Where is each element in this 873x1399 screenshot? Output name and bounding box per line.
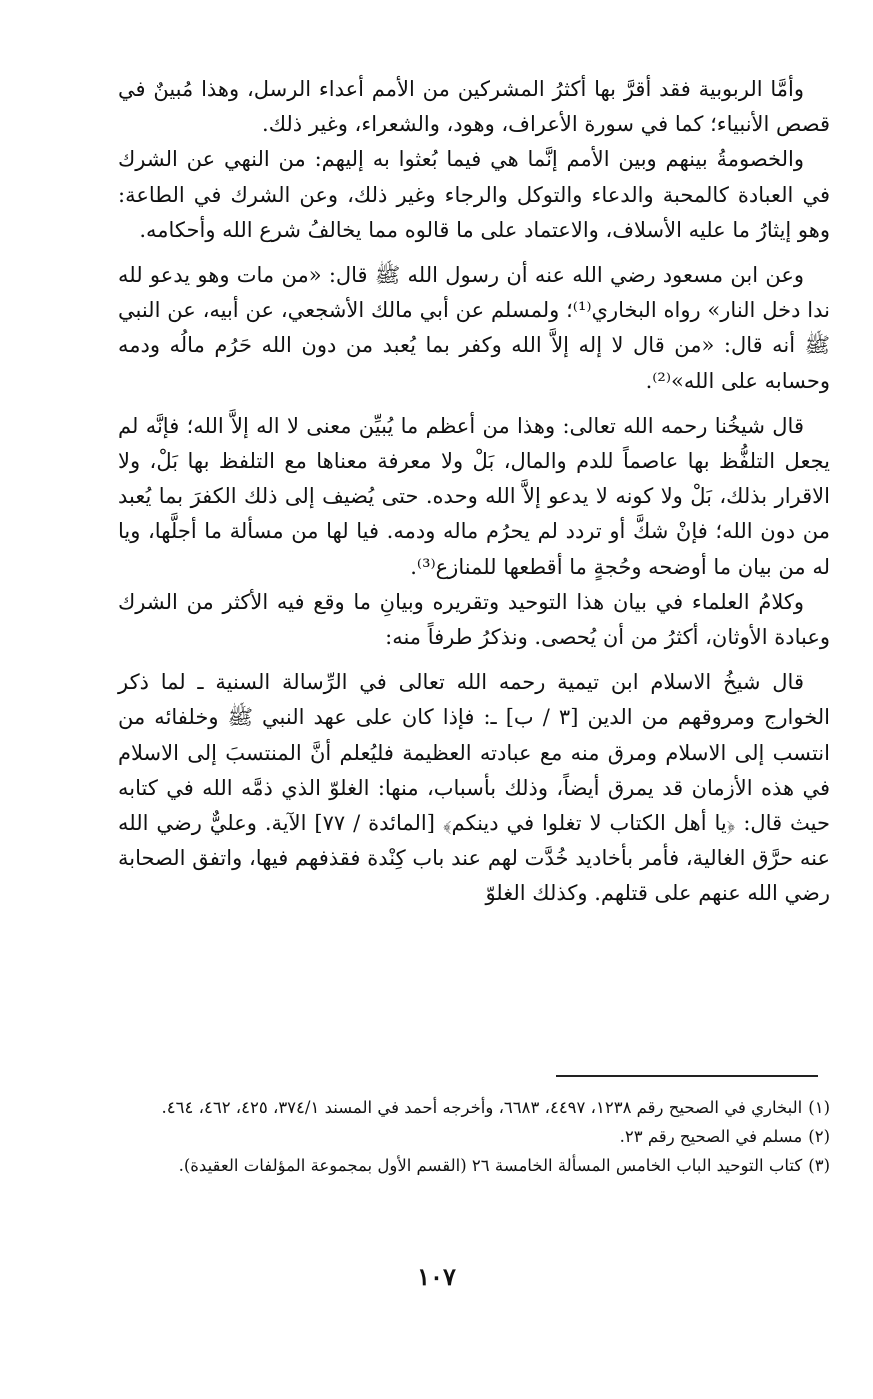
paragraph-shaykh-commentary: قال شيخُنا رحمه الله تعالى: وهذا من أعظم ما يُبيِّن معنى لا اله إلاَّ الله؛ فإنَّه لم يجعل التلفُّظ بها عاصماً للدم والمال، بَلْ ولا معرفة معناها مع التلفظ بها بَلْ، ولا الاقرار بذلك، بَلْ ولا كونه لا يدعو إلاَّ الله وحده. حتى يُضيف إلى ذلك الكفرَ بما يُعبد من دون الله؛ فإنْ شكَّ أو تردد لم يحرُم ماله ودمه. فيا لها من مسألة ما أجلَّها، ويا له من بيان ما أوضحه وحُجةٍ ما أقطعها للمنازع⁽³⁾. [118,413,830,579]
footnote-number: (١) [808,1098,830,1117]
paragraph-rububiyya: وأمَّا الربوبية فقد أقرَّ بها أكثرُ المشركين من الأمم أعداء الرسل، وهذا مُبينٌ في قصص الأنبياء؛ كما في سورة الأعراف، وهود، والشعراء، وغير ذلك. [118,77,830,137]
page-number: ١٠٧ [417,1262,456,1291]
footnote-divider [556,1075,818,1077]
footnote-3 [118,1151,830,1180]
footnotes [118,1093,830,1180]
footnote-text: كتاب التوحيد الباب الخامس المسألة الخامسة ٢٦ (القسم الأول بمجموعة المؤلفات العقيدة). [178,1156,803,1175]
footnote-text: البخاري في الصحيح رقم ١٢٣٨، ٤٤٩٧، ٦٦٨٣، وأخرجه أحمد في المسند ٣٧٤/١، ٤٢٥، ٤٦٢، ٤٦٤. [161,1098,803,1117]
footnote-text: مسلم في الصحيح رقم ٢٣. [619,1127,803,1146]
main-text [118,72,830,912]
footnote-2 [118,1122,830,1151]
paragraph-scholars: وكلامُ العلماء في بيان هذا التوحيد وتقريره وبيانِ ما وقع فيه الأكثر من الشرك وعبادة الأوثان، أكثرُ من أن يُحصى. ونذكرُ طرفاً منه: [118,589,830,650]
paragraph-dispute: والخصومةُ بينهم وبين الأمم إنَّما هي فيما بُعثوا به إليهم: من النهي عن الشرك في العبادة كالمحبة والدعاء والتوكل والرجاء وغير ذلك، وعن الشرك في الطاعة: وهو إيثارُ ما عليه الأسلاف، والاعتماد على ما قالوه مما يخالفُ شرع الله وأحكامه. [118,147,830,242]
footnote-number: (٣) [808,1156,830,1175]
footnote-number: (٢) [808,1127,830,1146]
paragraph-ibn-taymiyya: قال شيخُ الاسلام ابن تيمية رحمه الله تعالى في الرِّسالة السنية ـ لما ذكر الخوارج ومروقهم من الدين [٣ / ب] ـ: فإذا كان على عهد النبي ﷺ وخلفائه من انتسب إلى الاسلام ومرق منه مع عبادته العظيمة فليُعلم أنَّ المنتسبَ إلى الاسلام في هذه الأزمان قد يمرق أيضاً، وذلك بأسباب، منها: الغلوّ الذي ذمَّه الله في كتابه حيث قال: ﴿يا أهل الكتاب لا تغلوا في دينكم﴾ [المائدة / ٧٧] الآية. وعليٌّ رضي الله عنه حرَّق الغالية، فأمر بأخاديد خُدَّت لهم عند باب كِنْدة فقذفهم فيها، واتفق الصحابة رضي الله عنهم على قتلهم. وكذلك الغلوّ [118,670,830,906]
paragraph-hadith: وعن ابن مسعود رضي الله عنه أن رسول الله ﷺ قال: «من مات وهو يدعو لله ندا دخل النار» رواه البخاري⁽¹⁾؛ ولمسلم عن أبي مالك الأشجعي، عن أبيه، عن النبي ﷺ أنه قال: «من قال لا إله إلاَّ الله وكفر بما يُعبد من دون الله حَرُم مالُه ودمه وحسابه على الله»⁽²⁾. [118,263,830,393]
footnote-1 [118,1093,830,1122]
